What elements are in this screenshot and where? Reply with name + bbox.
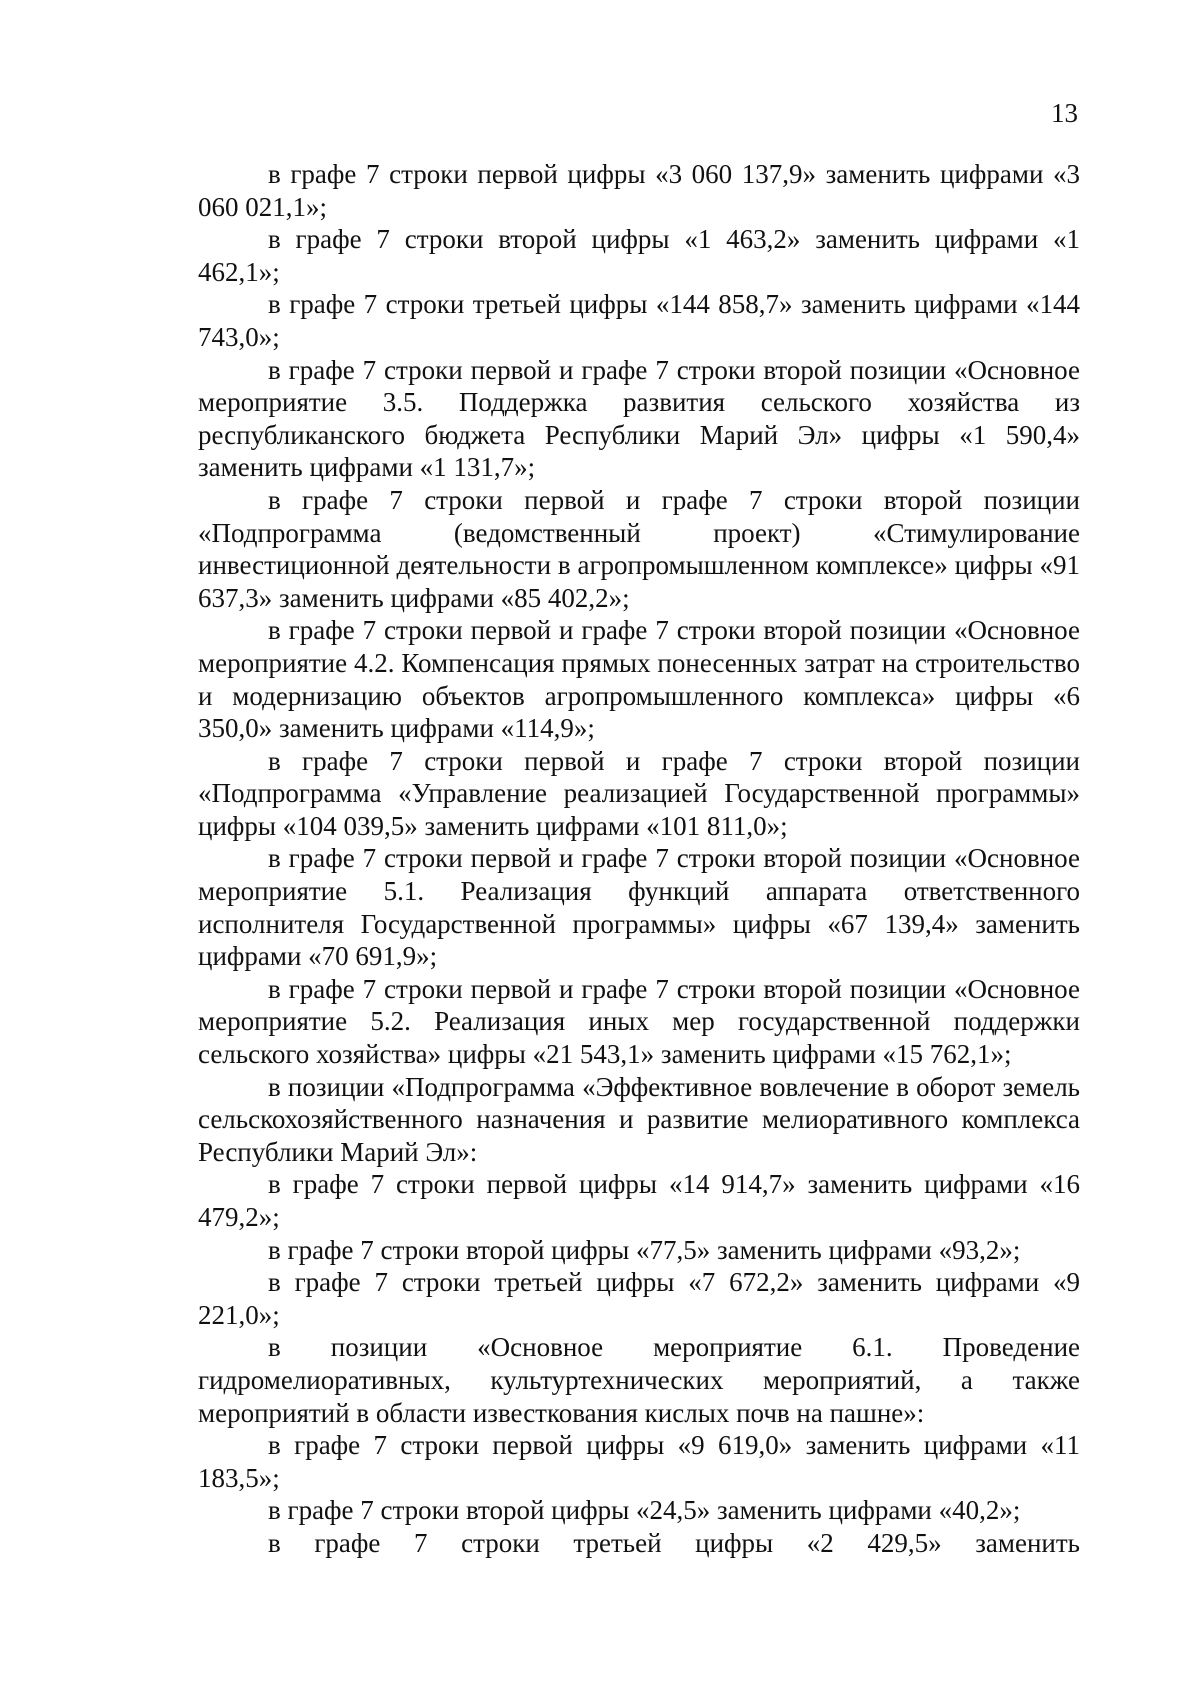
paragraph: в графе 7 строки первой цифры «14 914,7» заменить цифрами «16 479,2»; bbox=[198, 1169, 1080, 1232]
paragraph: в графе 7 строки первой и графе 7 строки второй позиции «Основное мероприятие 4.2. Компенсация прямых понесенных затрат на строительство и модернизацию объектов агропромышленного комплекса» цифры «6 350,0» заменить цифрами «114,9»; bbox=[198, 615, 1080, 744]
paragraph: в позиции «Основное мероприятие 6.1. Проведение гидромелиоративных, культуртехнических мероприятий, а также мероприятий в области известкования кислых почв на пашне»: bbox=[198, 1332, 1080, 1428]
paragraph: в позиции «Подпрограмма «Эффективное вовлечение в оборот земель сельскохозяйственного назначения и развитие мелиоративного комплекса Республики Марий Эл»: bbox=[198, 1071, 1080, 1167]
paragraph: в графе 7 строки третьей цифры «144 858,7» заменить цифрами «144 743,0»; bbox=[198, 289, 1080, 352]
page-number: 13 bbox=[1051, 98, 1078, 128]
paragraph: в графе 7 строки третьей цифры «2 429,5» заменить bbox=[268, 1527, 1080, 1558]
paragraph: в графе 7 строки первой и графе 7 строки второй позиции «Основное мероприятие 3.5. Поддержка развития сельского хозяйства из республиканского бюджета Республики Марий Эл» цифры «1 590,4» заменить цифрами «1 131,7»; bbox=[198, 354, 1080, 483]
paragraph: в графе 7 строки первой цифры «9 619,0» заменить цифрами «11 183,5»; bbox=[198, 1430, 1080, 1493]
paragraph: в графе 7 строки первой и графе 7 строки второй позиции «Основное мероприятие 5.1. Реализация функций аппарата ответственного исполнителя Государственной программы» цифры «67 139,4» заменить цифрами «70 691,9»; bbox=[198, 843, 1080, 972]
paragraph: в графе 7 строки первой и графе 7 строки второй позиции «Подпрограмма (ведомственный проект) «Стимулирование инвестиционной деятельности в агропромышленном комплексе» цифры «91 637,3» заменить цифрами «85 402,2»; bbox=[198, 484, 1080, 613]
paragraph: в графе 7 строки второй цифры «1 463,2» заменить цифрами «1 462,1»; bbox=[198, 224, 1080, 287]
paragraph: в графе 7 строки второй цифры «77,5» заменить цифрами «93,2»; bbox=[268, 1234, 1021, 1265]
paragraph: в графе 7 строки первой цифры «3 060 137,9» заменить цифрами «3 060 021,1»; bbox=[198, 159, 1080, 222]
paragraph: в графе 7 строки третьей цифры «7 672,2» заменить цифрами «9 221,0»; bbox=[198, 1267, 1080, 1330]
paragraph: в графе 7 строки второй цифры «24,5» заменить цифрами «40,2»; bbox=[268, 1495, 1021, 1526]
paragraph: в графе 7 строки первой и графе 7 строки второй позиции «Основное мероприятие 5.2. Реализация иных мер государственной поддержки сельского хозяйства» цифры «21 543,1» заменить цифрами «15 762,1»; bbox=[198, 973, 1080, 1070]
paragraph: в графе 7 строки первой и графе 7 строки второй позиции «Подпрограмма «Управление реализацией Государственной программы» цифры «104 039,5» заменить цифрами «101 811,0»; bbox=[198, 745, 1080, 841]
document-body bbox=[198, 158, 1080, 1560]
